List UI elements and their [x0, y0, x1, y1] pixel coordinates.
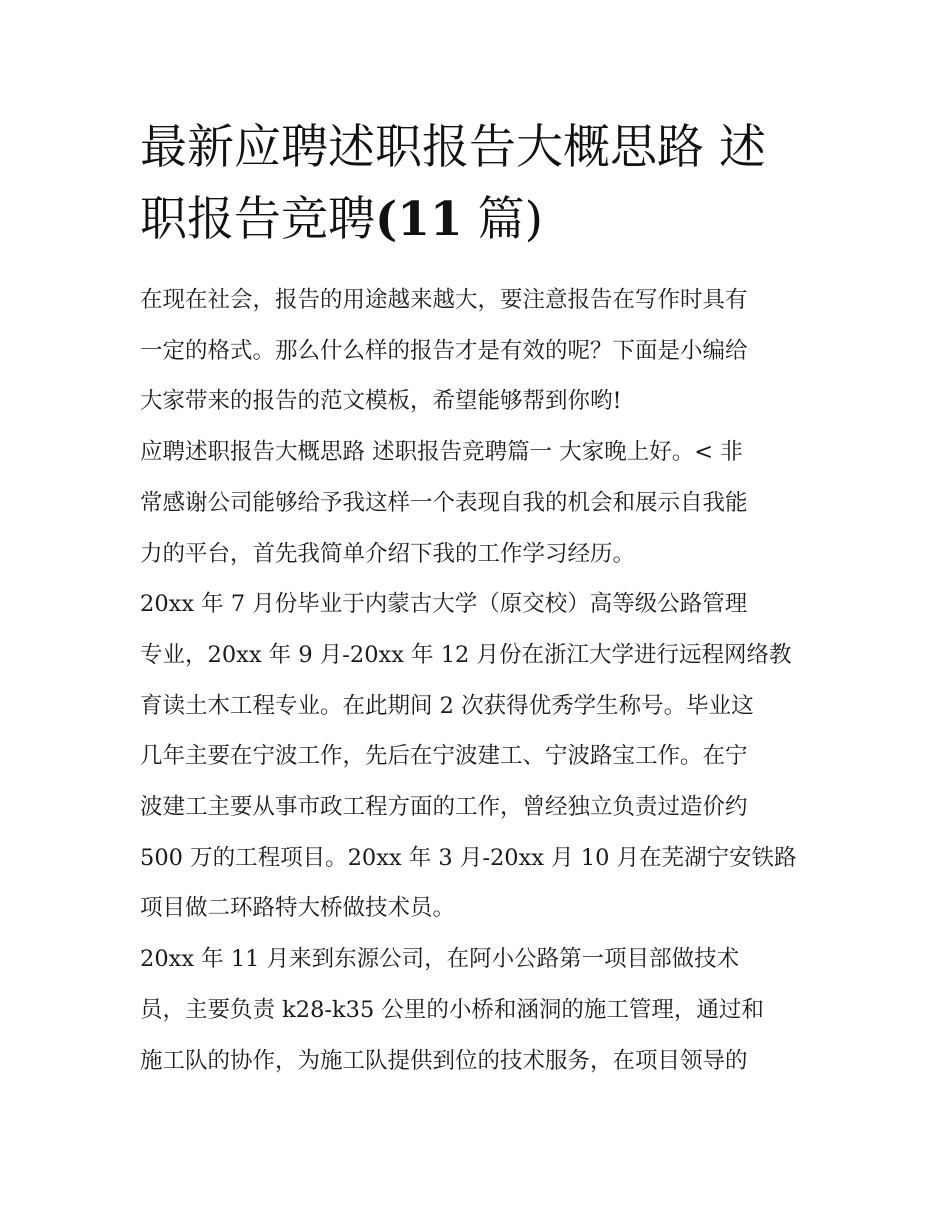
paragraph-intro: [140, 275, 820, 427]
paragraph-opening: [140, 427, 820, 579]
text-line: 常感谢公司能够给予我这样一个表现自我的机会和展示自我能: [140, 489, 748, 516]
document-title: [140, 112, 820, 256]
title-part-4: 篇): [462, 192, 543, 247]
text-line: 项目做二环路特大桥做技术员。: [140, 895, 456, 922]
text-line: 一定的格式。那么什么样的报告才是有效的呢？下面是小编给: [140, 337, 748, 364]
text-line: 专业，20xx 年 9 月-20xx 年 12 月份在浙江大学进行远程网络教: [140, 641, 792, 668]
text-line: 力的平台，首先我简单介绍下我的工作学习经历。: [140, 540, 636, 567]
text-line: 20xx 年 7 月份毕业于内蒙古大学（原交校）高等级公路管理: [140, 591, 748, 618]
paragraph-education: [140, 579, 820, 934]
title-part-3: (11: [375, 192, 463, 247]
text-line: 几年主要在宁波工作，先后在宁波建工、宁波路宝工作。在宁: [140, 743, 748, 770]
title-part-2: 职报告竞聘: [140, 192, 375, 247]
document-body: [140, 275, 820, 1086]
text-line: 波建工主要从事市政工程方面的工作，曾经独立负责过造价约: [140, 794, 748, 821]
text-line: 应聘述职报告大概思路 述职报告竞聘篇一 大家晚上好。< 非: [140, 439, 743, 466]
text-line: 在现在社会，报告的用途越来越大，要注意报告在写作时具有: [140, 287, 748, 313]
text-line: 20xx 年 11 月来到东源公司，在阿小公路第一项目部做技术: [140, 946, 740, 973]
text-line: 500 万的工程项目。20xx 年 3 月-20xx 月 10 月在芜湖宁安铁路: [140, 844, 797, 871]
paragraph-career: [140, 934, 820, 1086]
text-line: 施工队的协作，为施工队提供到位的技术服务，在项目领导的: [140, 1047, 748, 1074]
text-line: 大家带来的报告的范文模板，希望能够帮到你哟!: [140, 388, 622, 415]
text-line: 育读土木工程专业。在此期间 2 次获得优秀学生称号。毕业这: [140, 692, 754, 719]
text-line: 员，主要负责 k28-k35 公里的小桥和涵洞的施工管理，通过和: [140, 996, 764, 1023]
title-part-1: 最新应聘述职报告大概思路 述: [140, 120, 766, 175]
